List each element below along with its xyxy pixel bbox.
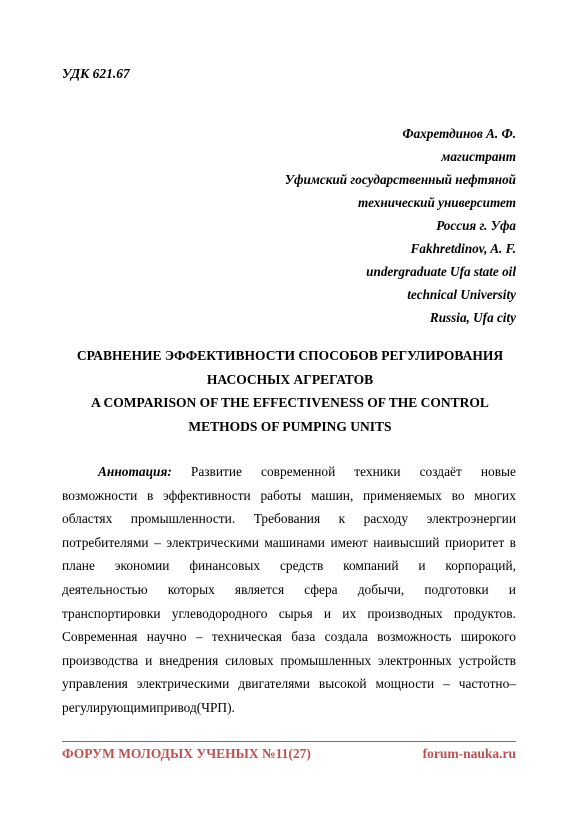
- abstract-paragraph: [62, 460, 516, 720]
- abstract-word: корпораций,: [445, 558, 516, 574]
- abstract-word: в: [146, 487, 154, 503]
- abstract-word: силовых: [225, 652, 274, 668]
- abstract-word: Требования: [253, 511, 321, 527]
- abstract-word: современной: [261, 464, 336, 479]
- author-name-en: Fakhretdinov, A. F.: [410, 241, 516, 256]
- abstract-word: и: [323, 605, 332, 621]
- abstract-word: возможность: [377, 629, 452, 645]
- article-title: [40, 344, 540, 438]
- abstract-word: которых: [167, 581, 215, 597]
- abstract-word: областях: [62, 511, 113, 527]
- abstract-word: Современная: [62, 629, 138, 645]
- abstract-word: расходу: [363, 511, 409, 527]
- abstract-word: создала: [324, 629, 368, 645]
- abstract-word: имеют: [330, 534, 368, 550]
- abstract-word: плане: [62, 558, 95, 574]
- abstract-word: потребителями: [62, 534, 149, 550]
- abstract-word: сфера: [304, 581, 338, 597]
- abstract-word: устройств: [458, 652, 516, 668]
- abstract-word: деятельностью: [62, 581, 148, 597]
- abstract-word: база: [291, 629, 316, 645]
- abstract-word: наивысший: [373, 534, 440, 550]
- abstract-word: во: [451, 487, 465, 503]
- abstract-word: производных: [367, 605, 443, 621]
- abstract-line: [62, 672, 516, 696]
- author-affiliation-en-2: technical University: [407, 287, 516, 302]
- title-en-line-1: A COMPARISON OF THE EFFECTIVENESS OF THE CONTROL: [91, 395, 489, 410]
- abstract-word: –: [154, 534, 161, 550]
- abstract-line: [62, 507, 516, 531]
- abstract-word: управления: [62, 676, 128, 692]
- abstract-word: машинами: [264, 534, 325, 550]
- abstract-word: –: [443, 676, 450, 692]
- abstract-word: техники: [354, 464, 401, 479]
- abstract-word: электрическими: [136, 676, 230, 692]
- author-location-en: Russia, Ufa city: [429, 310, 516, 325]
- abstract-line: [62, 554, 516, 578]
- abstract-word: работы: [260, 487, 302, 503]
- abstract-word: электроэнергии: [426, 511, 516, 527]
- abstract-word: и: [418, 558, 426, 574]
- abstract-word: средств: [279, 558, 324, 574]
- udc-code: УДК 621.67: [62, 66, 130, 81]
- abstract-word: их: [342, 605, 357, 621]
- abstract-word: компаний: [343, 558, 399, 574]
- abstract-word: промышленности.: [130, 511, 236, 527]
- abstract-word: применяемых: [363, 487, 442, 503]
- abstract-word: производства: [62, 652, 139, 668]
- abstract-label: Аннотация:: [98, 464, 172, 479]
- abstract-word: частотно–: [458, 676, 516, 692]
- title-ru-line-1: СРАВНЕНИЕ ЭФФЕКТИВНОСТИ СПОСОБОВ РЕГУЛИРОВАНИЯ: [76, 348, 504, 363]
- abstract-line: [62, 460, 516, 484]
- abstract-line: [62, 649, 516, 673]
- abstract-word: углеводородного: [171, 605, 268, 621]
- title-en-line-2: METHODS OF PUMPING UNITS: [188, 418, 392, 434]
- abstract-word: привод(ЧРП).: [156, 699, 235, 715]
- abstract-word: добычи,: [357, 581, 405, 597]
- abstract-word: техническая: [211, 629, 282, 645]
- abstract-word: возможности: [62, 487, 138, 503]
- abstract-word: и: [508, 581, 516, 597]
- abstract-word: продуктов.: [453, 605, 516, 621]
- abstract-word: к: [338, 511, 346, 527]
- abstract-line: [62, 531, 516, 555]
- abstract-word: электронных: [377, 652, 452, 668]
- abstract-word: –: [195, 629, 203, 645]
- abstract-word: новые: [480, 464, 516, 479]
- abstract-word: приоритет: [444, 534, 505, 550]
- abstract-line: [62, 625, 516, 649]
- abstract-line: [62, 484, 516, 508]
- footer-journal-title: ФОРУМ МОЛОДЫХ УЧЕНЫХ №11(27): [62, 746, 311, 761]
- abstract-word: научно: [146, 629, 187, 645]
- abstract-line: [62, 602, 516, 626]
- abstract-word: транспортировки: [62, 605, 161, 621]
- abstract-word: двигателями: [238, 676, 310, 692]
- footer-divider: [62, 741, 516, 742]
- abstract-word: является: [234, 581, 285, 597]
- abstract-word: создаёт: [419, 464, 462, 479]
- abstract-line: [62, 696, 516, 720]
- abstract-word: экономии: [114, 558, 170, 574]
- author-affiliation-ru-2: технический университет: [357, 195, 516, 210]
- author-status-ru: магистрант: [441, 149, 516, 164]
- page-footer: [62, 746, 516, 762]
- abstract-word: промышленных: [280, 652, 372, 668]
- abstract-word: эффективности: [163, 487, 251, 503]
- abstract-word: подготовки: [424, 581, 489, 597]
- author-affiliation-ru-1: Уфимский государственный нефтяной: [284, 172, 516, 187]
- title-ru-line-2: НАСОСНЫХ АГРЕГАТОВ: [206, 371, 374, 387]
- abstract-word: высокой: [318, 676, 367, 692]
- abstract-word: Развитие: [190, 464, 243, 479]
- abstract-line: [62, 578, 516, 602]
- abstract-word: машин,: [310, 487, 354, 503]
- author-affiliation-en-1: undergraduate Ufa state oil: [366, 264, 516, 279]
- abstract-word: электрическими: [166, 534, 259, 550]
- abstract-word: мощности: [375, 676, 435, 692]
- author-location-ru: Россия г. Уфа: [436, 218, 516, 233]
- abstract-word: регулирующими: [62, 699, 157, 715]
- abstract-word: внедрения: [159, 652, 219, 668]
- abstract-word: широкого: [460, 629, 516, 645]
- abstract-word: многих: [474, 487, 516, 503]
- footer-website-link[interactable]: forum-nauka.ru: [422, 746, 516, 761]
- abstract-word: в: [509, 534, 516, 550]
- abstract-word: и: [145, 652, 153, 668]
- author-block: [186, 122, 516, 329]
- abstract-word: финансовых: [189, 558, 261, 574]
- author-name-ru: Фахретдинов А. Ф.: [402, 126, 516, 141]
- abstract-word: сырья: [278, 605, 313, 621]
